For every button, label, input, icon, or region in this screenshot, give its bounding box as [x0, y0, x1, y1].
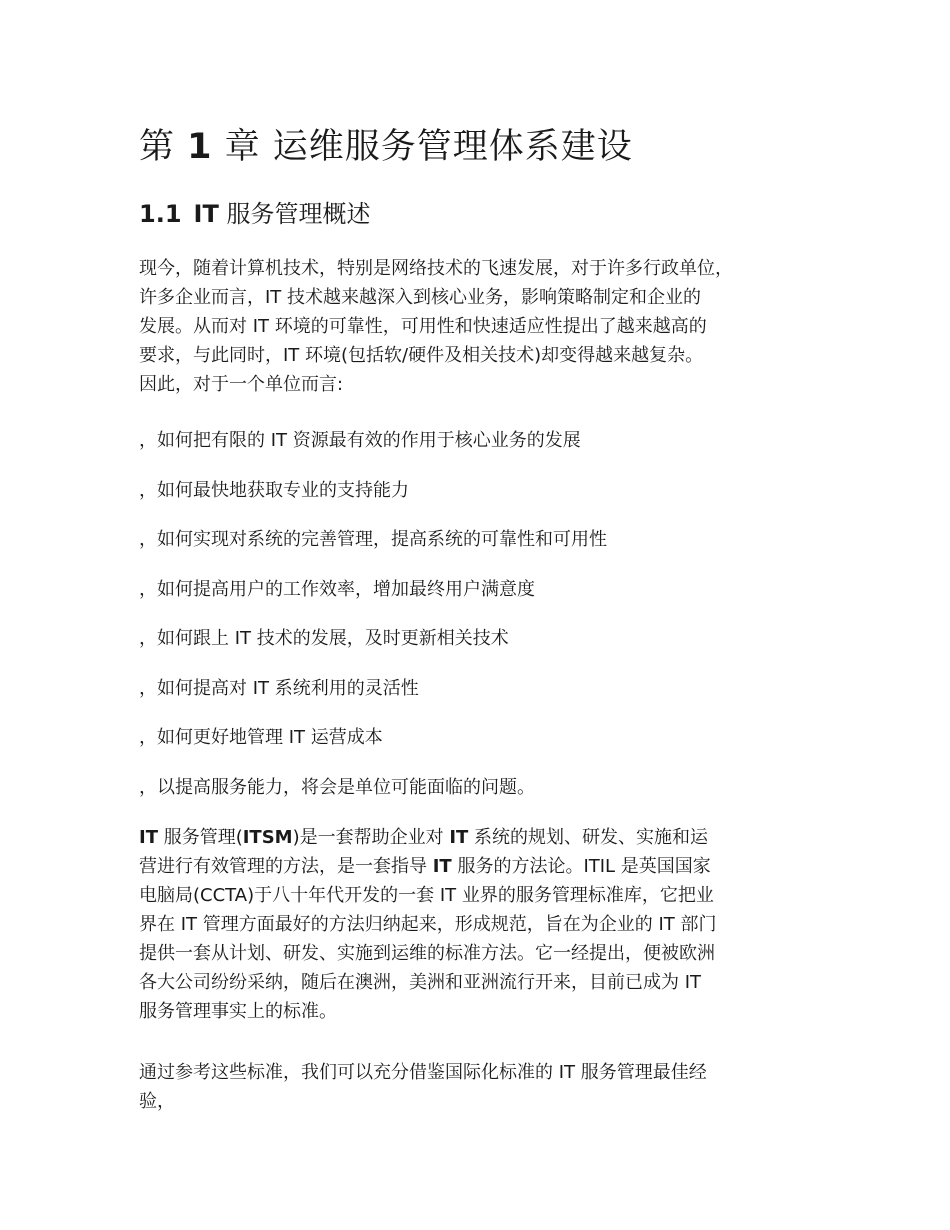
- bullet-item: ，如何提高对 IT 系统利用的灵活性: [139, 678, 419, 699]
- chapter-number: 1: [187, 127, 213, 167]
- itsm-bold-itsm: ITSM: [242, 827, 293, 848]
- intro-line: 因此，对于一个单位而言:: [139, 374, 344, 395]
- section-number: 1.1: [139, 200, 182, 228]
- bullet-item: ，如何更好地管理 IT 运营成本: [139, 727, 383, 748]
- itsm-text: )是一套帮助企业对: [292, 827, 450, 848]
- intro-line: 要求，与此同时，IT 环境(包括软/硬件及相关技术)却变得越来越复杂。: [139, 345, 704, 366]
- itsm-line: 提供一套从计划、研发、实施到运维的标准方法。它一经提出，便被欧洲: [139, 943, 715, 964]
- bullet-item: ，如何提高用户的工作效率，增加最终用户满意度: [139, 579, 535, 600]
- bullet-item: ，如何跟上 IT 技术的发展，及时更新相关技术: [139, 628, 509, 649]
- itsm-line: [139, 823, 717, 852]
- chapter-title-text: 章 运维服务管理体系建设: [224, 127, 633, 167]
- chapter-title: [139, 122, 633, 172]
- bullet-item: ，以提高服务能力，将会是单位可能面临的问题。: [139, 777, 535, 798]
- closing-line: 验，: [139, 1091, 175, 1112]
- bullet-item: ，如何把有限的 IT 资源最有效的作用于核心业务的发展: [139, 430, 581, 451]
- section-title: [139, 196, 370, 232]
- intro-line: 发展。从而对 IT 环境的可靠性，可用性和快速适应性提出了越来越高的: [139, 316, 707, 337]
- intro-line: 许多企业而言，IT 技术越来越深入到核心业务，影响策略制定和企业的: [139, 287, 702, 308]
- section-title-text: 服务管理概述: [226, 200, 371, 228]
- itsm-text: 服务的方法论。ITIL 是英国国家: [451, 856, 711, 877]
- chapter-prefix: 第: [139, 127, 176, 167]
- itsm-line: 服务管理事实上的标准。: [139, 1001, 337, 1022]
- itsm-line: 各大公司纷纷采纳，随后在澳洲，美洲和亚洲流行开来，目前已成为 IT: [139, 972, 702, 993]
- itsm-line: 电脑局(CCTA)于八十年代开发的一套 IT 业界的服务管理标准库，它把业: [139, 885, 714, 906]
- itsm-text: 服务管理(: [157, 827, 243, 848]
- section-it: IT: [193, 200, 219, 228]
- itsm-text: 系统的规划、研发、实施和运: [468, 827, 709, 848]
- itsm-paragraph: [139, 823, 717, 1026]
- bullet-item: ，如何最快地获取专业的支持能力: [139, 480, 409, 501]
- itsm-bold-it: IT: [432, 856, 452, 877]
- itsm-line: [139, 852, 717, 881]
- closing-line: 通过参考这些标准，我们可以充分借鉴国际化标准的 IT 服务管理最佳经: [139, 1062, 707, 1083]
- itsm-line: 界在 IT 管理方面最好的方法归纳起来，形成规范，旨在为企业的 IT 部门: [139, 914, 717, 935]
- closing-paragraph: [139, 1058, 707, 1116]
- itsm-text: 营进行有效管理的方法，是一套指导: [139, 856, 433, 877]
- intro-paragraph: [139, 254, 733, 399]
- itsm-bold-it: IT: [139, 827, 158, 848]
- intro-line: 现今，随着计算机技术，特别是网络技术的飞速发展，对于许多行政单位，: [139, 258, 733, 279]
- itsm-bold-it: IT: [449, 827, 469, 848]
- bullet-item: ，如何实现对系统的完善管理，提高系统的可靠性和可用性: [139, 529, 607, 550]
